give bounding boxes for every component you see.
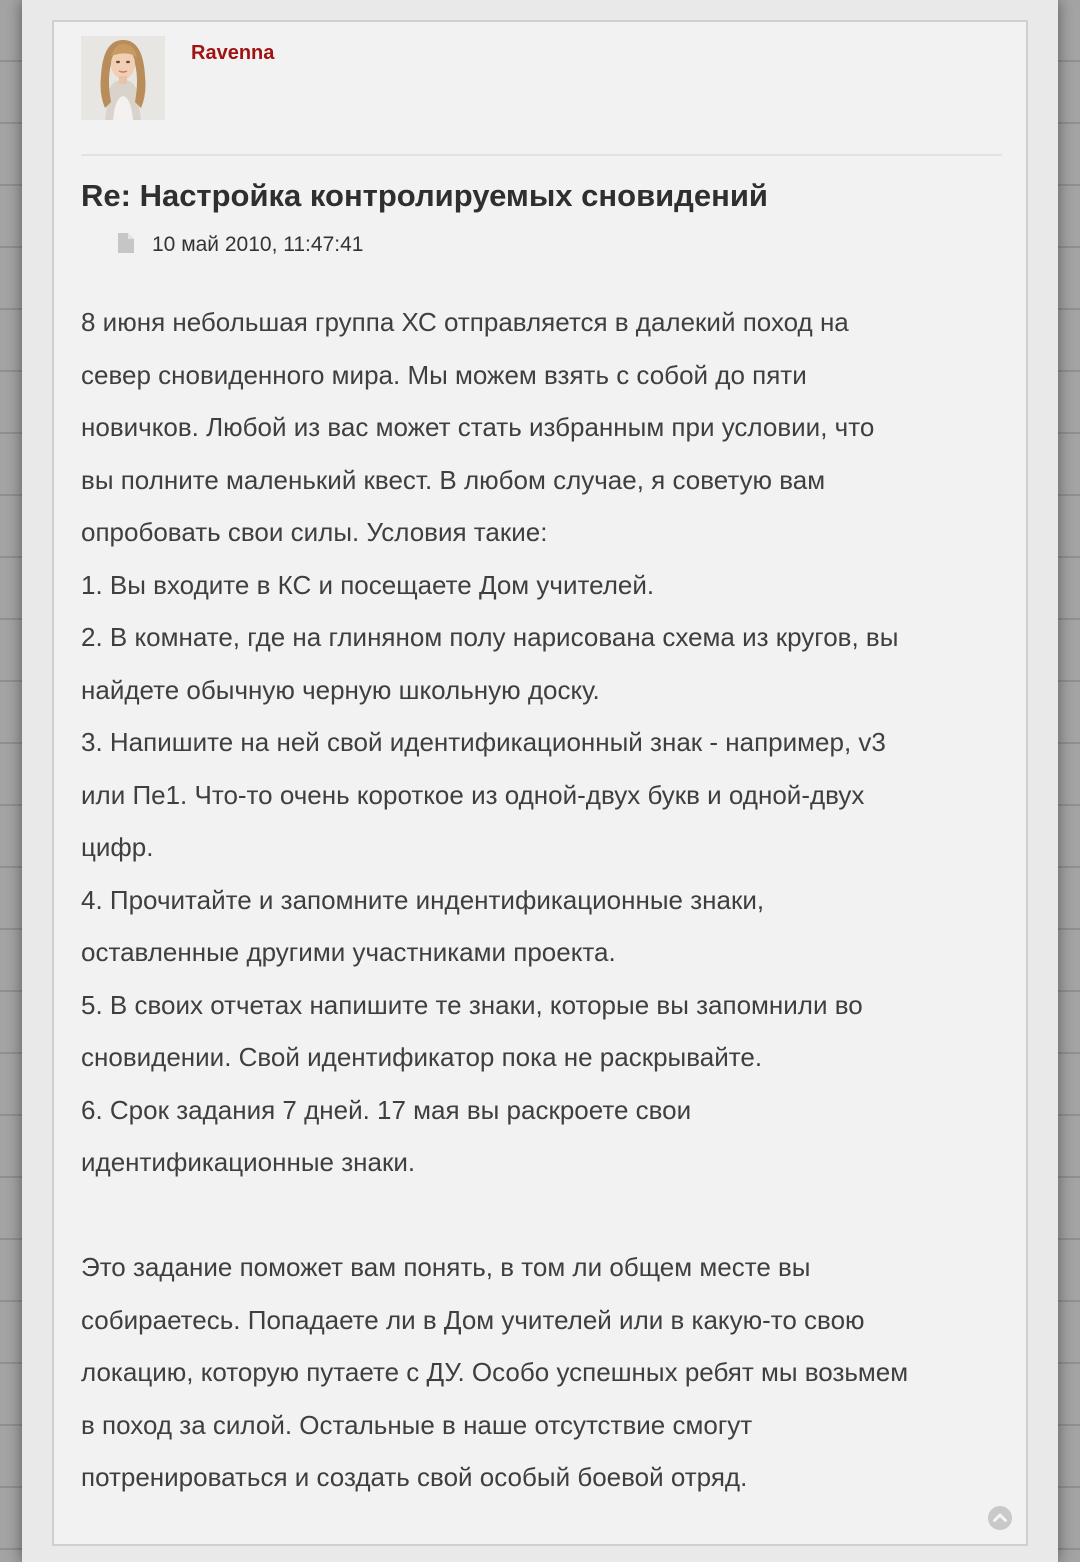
post-text-line: 4. Прочитайте и запомните индентификационные знаки, bbox=[81, 884, 765, 915]
post-text-line: 6. Срок задания 7 дней. 17 мая вы раскроете свои bbox=[81, 1094, 692, 1125]
post-text-line: найдете обычную черную школьную доску. bbox=[81, 674, 600, 705]
post-text-line: север сновиденного мира. Мы можем взять с собой до пяти bbox=[81, 359, 807, 390]
header-divider bbox=[81, 154, 1002, 156]
paragraph-break bbox=[81, 1189, 1011, 1242]
post-text-line: оставленные другими участниками проекта. bbox=[81, 937, 616, 967]
chevron-up-circle-icon bbox=[988, 1506, 1012, 1530]
post-text-line: Это задание поможет вам понять, в том ли общем месте вы bbox=[81, 1252, 811, 1282]
scroll-to-top-button[interactable] bbox=[988, 1506, 1012, 1530]
post-text-line: 5. В своих отчетах напишите те знаки, которые вы запомнили во bbox=[81, 989, 863, 1020]
post-date: 10 май 2010, 11:47:41 bbox=[152, 233, 364, 256]
post-author-link[interactable]: Ravenna bbox=[191, 42, 275, 64]
post-text-line: 1. Вы входите в КС и посещаете Дом учителей. bbox=[81, 569, 655, 600]
post-text-line: локацию, которую путаете с ДУ. Особо успешных ребят мы возьмем bbox=[81, 1357, 909, 1387]
post-text-line: новичков. Любой из вас может стать избранным при условии, что bbox=[81, 412, 875, 442]
post-text-line: 2. В комнате, где на глиняном полу нарисована схема из кругов, вы bbox=[81, 622, 899, 652]
post-meta bbox=[118, 230, 363, 260]
post-text-line: 8 июня небольшая группа ХС отправляется в далекий поход на bbox=[81, 307, 849, 337]
forum-post bbox=[52, 20, 1028, 1546]
post-text-line: или Пе1. Что-то очень короткое из одной-двух букв и одной-двух bbox=[81, 779, 865, 810]
post-text-line: сновидении. Свой идентификатор пока не раскрывайте. bbox=[81, 1042, 763, 1072]
post-title: Re: Настройка контролируемых сновидений bbox=[81, 178, 768, 213]
post-text-line: потренироваться и создать свой особый боевой отряд. bbox=[81, 1462, 748, 1492]
document-icon bbox=[118, 233, 134, 258]
post-text-line: опробовать свои силы. Условия такие: bbox=[81, 517, 548, 547]
avatar[interactable] bbox=[81, 36, 165, 120]
post-body bbox=[81, 296, 1011, 1504]
post-text-line: 3. Напишите на ней свой идентификационный знак - например, v3 bbox=[81, 727, 886, 757]
post-text-line: цифр. bbox=[81, 832, 154, 862]
post-text-line: вы полните маленький квест. В любом случае, я советую вам bbox=[81, 464, 826, 495]
post-text-line: собираетесь. Попадаете ли в Дом учителей или в какую-то свою bbox=[81, 1304, 865, 1335]
post-text-line: идентификационные знаки. bbox=[81, 1147, 416, 1177]
post-text-line: в поход за силой. Остальные в наше отсутствие смогут bbox=[81, 1409, 753, 1440]
